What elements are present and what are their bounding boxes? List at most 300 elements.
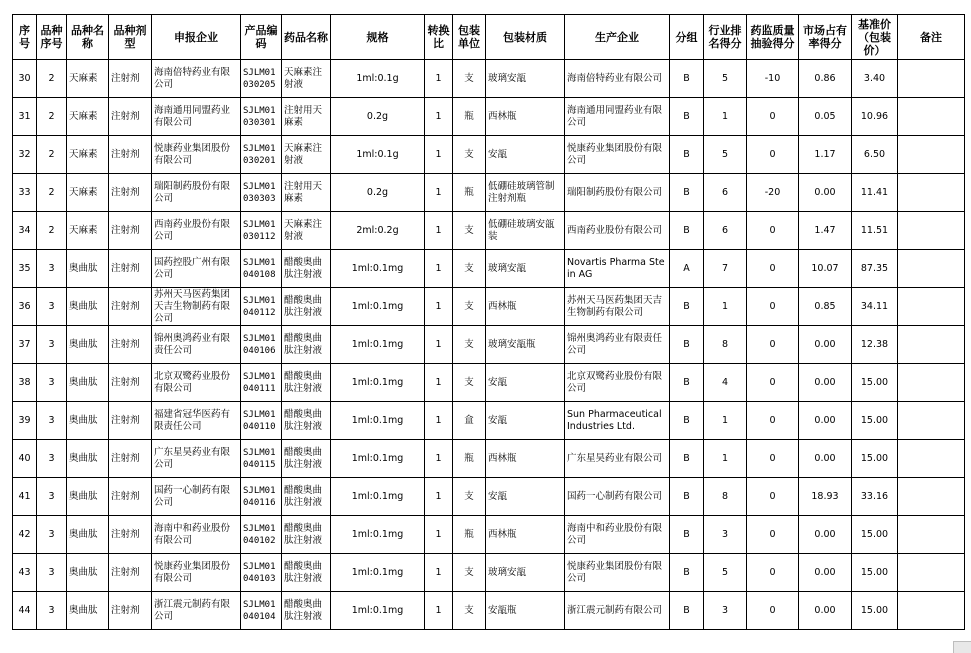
cell-manufacturer: 海南通用同盟药业有限公司 [565, 98, 670, 136]
cell-industry-rank-score: 3 [704, 516, 747, 554]
cell-base-price: 15.00 [852, 440, 898, 478]
table-row [13, 326, 965, 364]
cell-applicant: 国药控股广州有限公司 [152, 250, 241, 288]
cell-spec: 0.2g [331, 174, 425, 212]
cell-product-code: SJLM01040108 [241, 250, 282, 288]
cell-conversion-ratio: 1 [425, 478, 453, 516]
cell-product-code: SJLM01030112 [241, 212, 282, 250]
cell-seq: 33 [13, 174, 37, 212]
table-row [13, 174, 965, 212]
cell-industry-rank-score: 5 [704, 554, 747, 592]
cell-quality-score: 0 [747, 136, 799, 174]
cell-conversion-ratio: 1 [425, 516, 453, 554]
cell-quality-score: -10 [747, 60, 799, 98]
cell-applicant: 北京双鹭药业股份有限公司 [152, 364, 241, 402]
header-remarks: 备注 [898, 15, 965, 60]
cell-package-material: 低硼硅玻璃管制注射剂瓶 [486, 174, 565, 212]
cell-conversion-ratio: 1 [425, 288, 453, 326]
cell-industry-rank-score: 3 [704, 592, 747, 630]
cell-seq: 32 [13, 136, 37, 174]
cell-conversion-ratio: 1 [425, 326, 453, 364]
cell-applicant: 苏州天马医药集团天吉生物制药有限公司 [152, 288, 241, 326]
table-row [13, 212, 965, 250]
cell-base-price: 3.40 [852, 60, 898, 98]
cell-package-unit: 盒 [453, 402, 486, 440]
cell-quality-score: 0 [747, 402, 799, 440]
cell-applicant: 广东星昊药业有限公司 [152, 440, 241, 478]
table-row [13, 250, 965, 288]
cell-dosage-form: 注射剂 [109, 288, 152, 326]
cell-package-unit: 支 [453, 250, 486, 288]
header-applicant: 申报企业 [152, 15, 241, 60]
cell-variety-name: 天麻素 [67, 98, 109, 136]
cell-package-material: 安瓿 [486, 478, 565, 516]
cell-conversion-ratio: 1 [425, 98, 453, 136]
cell-manufacturer: 浙江震元制药有限公司 [565, 592, 670, 630]
header-base-price: 基准价（包装价） [852, 15, 898, 60]
header-package-material: 包装材质 [486, 15, 565, 60]
cell-product-code: SJLM01040110 [241, 402, 282, 440]
cell-remarks [898, 250, 965, 288]
cell-base-price: 15.00 [852, 592, 898, 630]
cell-drug-name: 天麻素注射液 [282, 60, 331, 98]
cell-industry-rank-score: 8 [704, 326, 747, 364]
cell-variety-name: 天麻素 [67, 136, 109, 174]
cell-remarks [898, 288, 965, 326]
cell-package-material: 安瓿 [486, 402, 565, 440]
cell-applicant: 国药一心制药有限公司 [152, 478, 241, 516]
cell-package-material: 西林瓶 [486, 516, 565, 554]
cell-product-code: SJLM01030301 [241, 98, 282, 136]
cell-product-code: SJLM01030201 [241, 136, 282, 174]
cell-package-unit: 支 [453, 364, 486, 402]
cell-spec: 1ml:0.1mg [331, 364, 425, 402]
cell-drug-name: 醋酸奥曲肽注射液 [282, 592, 331, 630]
cell-spec: 1ml:0.1mg [331, 516, 425, 554]
header-conversion-ratio: 转换比 [425, 15, 453, 60]
cell-package-material: 西林瓶 [486, 288, 565, 326]
table-row [13, 60, 965, 98]
cell-drug-name: 天麻素注射液 [282, 136, 331, 174]
cell-market-share-score: 0.00 [799, 326, 852, 364]
cell-applicant: 福建省冠华医药有限责任公司 [152, 402, 241, 440]
cell-dosage-form: 注射剂 [109, 592, 152, 630]
cell-package-unit: 瓶 [453, 98, 486, 136]
scroll-corner [953, 641, 971, 653]
cell-spec: 1ml:0.1g [331, 136, 425, 174]
cell-variety-no: 2 [37, 212, 67, 250]
cell-package-material: 玻璃安瓿 [486, 60, 565, 98]
cell-market-share-score: 0.86 [799, 60, 852, 98]
cell-quality-score: 0 [747, 478, 799, 516]
cell-group: B [670, 478, 704, 516]
cell-market-share-score: 10.07 [799, 250, 852, 288]
cell-remarks [898, 554, 965, 592]
cell-product-code: SJLM01040104 [241, 592, 282, 630]
cell-variety-name: 奥曲肽 [67, 516, 109, 554]
cell-package-material: 低硼硅玻璃安瓿装 [486, 212, 565, 250]
header-industry-rank-score: 行业排名得分 [704, 15, 747, 60]
cell-spec: 1ml:0.1mg [331, 554, 425, 592]
cell-seq: 40 [13, 440, 37, 478]
cell-product-code: SJLM01040112 [241, 288, 282, 326]
cell-applicant: 锦州奥鸿药业有限责任公司 [152, 326, 241, 364]
cell-base-price: 10.96 [852, 98, 898, 136]
cell-variety-name: 奥曲肽 [67, 554, 109, 592]
cell-variety-name: 奥曲肽 [67, 364, 109, 402]
cell-quality-score: 0 [747, 364, 799, 402]
cell-remarks [898, 212, 965, 250]
cell-group: B [670, 288, 704, 326]
header-variety-name: 品种名称 [67, 15, 109, 60]
cell-remarks [898, 364, 965, 402]
cell-manufacturer: 国药一心制药有限公司 [565, 478, 670, 516]
cell-conversion-ratio: 1 [425, 60, 453, 98]
cell-group: B [670, 326, 704, 364]
table-row [13, 592, 965, 630]
cell-drug-name: 天麻素注射液 [282, 212, 331, 250]
cell-product-code: SJLM01040102 [241, 516, 282, 554]
cell-variety-name: 天麻素 [67, 174, 109, 212]
cell-industry-rank-score: 1 [704, 440, 747, 478]
cell-variety-no: 3 [37, 364, 67, 402]
cell-variety-name: 天麻素 [67, 212, 109, 250]
table-row [13, 402, 965, 440]
cell-quality-score: 0 [747, 440, 799, 478]
cell-industry-rank-score: 1 [704, 288, 747, 326]
cell-manufacturer: 锦州奥鸿药业有限责任公司 [565, 326, 670, 364]
table-row [13, 440, 965, 478]
cell-seq: 37 [13, 326, 37, 364]
cell-industry-rank-score: 5 [704, 60, 747, 98]
cell-variety-name: 奥曲肽 [67, 288, 109, 326]
cell-dosage-form: 注射剂 [109, 60, 152, 98]
cell-base-price: 33.16 [852, 478, 898, 516]
cell-package-unit: 支 [453, 592, 486, 630]
cell-seq: 41 [13, 478, 37, 516]
cell-group: B [670, 554, 704, 592]
cell-product-code: SJLM01040115 [241, 440, 282, 478]
table-row [13, 364, 965, 402]
cell-remarks [898, 98, 965, 136]
cell-market-share-score: 0.85 [799, 288, 852, 326]
cell-quality-score: -20 [747, 174, 799, 212]
header-seq: 序号 [13, 15, 37, 60]
cell-package-material: 玻璃安瓿瓶 [486, 326, 565, 364]
cell-market-share-score: 0.00 [799, 174, 852, 212]
cell-conversion-ratio: 1 [425, 174, 453, 212]
cell-package-material: 安瓿 [486, 364, 565, 402]
cell-industry-rank-score: 1 [704, 98, 747, 136]
cell-market-share-score: 18.93 [799, 478, 852, 516]
cell-applicant: 悦康药业集团股份有限公司 [152, 554, 241, 592]
cell-variety-no: 2 [37, 174, 67, 212]
cell-package-unit: 支 [453, 478, 486, 516]
cell-variety-no: 3 [37, 554, 67, 592]
cell-spec: 1ml:0.1mg [331, 440, 425, 478]
table-row [13, 288, 965, 326]
cell-quality-score: 0 [747, 516, 799, 554]
header-spec: 规格 [331, 15, 425, 60]
cell-manufacturer: Sun Pharmaceutical Industries Ltd. [565, 402, 670, 440]
cell-package-material: 安瓿瓶 [486, 592, 565, 630]
cell-group: B [670, 60, 704, 98]
cell-spec: 1ml:0.1mg [331, 478, 425, 516]
cell-group: A [670, 250, 704, 288]
cell-base-price: 11.41 [852, 174, 898, 212]
cell-dosage-form: 注射剂 [109, 212, 152, 250]
cell-spec: 1ml:0.1mg [331, 326, 425, 364]
cell-group: B [670, 516, 704, 554]
cell-market-share-score: 0.00 [799, 402, 852, 440]
cell-package-unit: 瓶 [453, 440, 486, 478]
cell-conversion-ratio: 1 [425, 212, 453, 250]
cell-manufacturer: 西南药业股份有限公司 [565, 212, 670, 250]
cell-dosage-form: 注射剂 [109, 364, 152, 402]
cell-dosage-form: 注射剂 [109, 174, 152, 212]
cell-spec: 1ml:0.1g [331, 60, 425, 98]
cell-variety-no: 3 [37, 440, 67, 478]
header-product-code: 产品编码 [241, 15, 282, 60]
cell-base-price: 15.00 [852, 402, 898, 440]
cell-product-code: SJLM01040111 [241, 364, 282, 402]
cell-conversion-ratio: 1 [425, 440, 453, 478]
cell-conversion-ratio: 1 [425, 364, 453, 402]
cell-seq: 38 [13, 364, 37, 402]
cell-seq: 36 [13, 288, 37, 326]
cell-spec: 1ml:0.1mg [331, 402, 425, 440]
cell-variety-name: 天麻素 [67, 60, 109, 98]
cell-remarks [898, 478, 965, 516]
cell-industry-rank-score: 7 [704, 250, 747, 288]
cell-quality-score: 0 [747, 592, 799, 630]
cell-industry-rank-score: 1 [704, 402, 747, 440]
cell-conversion-ratio: 1 [425, 250, 453, 288]
cell-applicant: 浙江震元制药有限公司 [152, 592, 241, 630]
cell-industry-rank-score: 6 [704, 212, 747, 250]
cell-package-material: 安瓿 [486, 136, 565, 174]
cell-variety-name: 奥曲肽 [67, 478, 109, 516]
cell-applicant: 瑞阳制药股份有限公司 [152, 174, 241, 212]
cell-variety-no: 2 [37, 60, 67, 98]
cell-market-share-score: 1.17 [799, 136, 852, 174]
cell-spec: 1ml:0.1mg [331, 592, 425, 630]
cell-remarks [898, 402, 965, 440]
cell-industry-rank-score: 8 [704, 478, 747, 516]
header-quality-score: 药监质量抽验得分 [747, 15, 799, 60]
cell-package-unit: 瓶 [453, 174, 486, 212]
cell-variety-no: 3 [37, 250, 67, 288]
cell-manufacturer: 苏州天马医药集团天吉生物制药有限公司 [565, 288, 670, 326]
table-row [13, 554, 965, 592]
table-row [13, 516, 965, 554]
cell-dosage-form: 注射剂 [109, 98, 152, 136]
cell-base-price: 87.35 [852, 250, 898, 288]
cell-package-unit: 瓶 [453, 516, 486, 554]
cell-variety-name: 奥曲肽 [67, 402, 109, 440]
cell-spec: 0.2g [331, 98, 425, 136]
cell-manufacturer: 广东星昊药业有限公司 [565, 440, 670, 478]
cell-spec: 1ml:0.1mg [331, 288, 425, 326]
header-market-share-score: 市场占有率得分 [799, 15, 852, 60]
price-table-document [12, 14, 965, 630]
cell-dosage-form: 注射剂 [109, 478, 152, 516]
cell-package-material: 西林瓶 [486, 98, 565, 136]
cell-dosage-form: 注射剂 [109, 136, 152, 174]
cell-manufacturer: 悦康药业集团股份有限公司 [565, 554, 670, 592]
cell-drug-name: 醋酸奥曲肽注射液 [282, 440, 331, 478]
cell-market-share-score: 1.47 [799, 212, 852, 250]
cell-group: B [670, 174, 704, 212]
cell-package-unit: 支 [453, 288, 486, 326]
cell-market-share-score: 0.00 [799, 554, 852, 592]
cell-base-price: 15.00 [852, 554, 898, 592]
cell-dosage-form: 注射剂 [109, 516, 152, 554]
table-row [13, 478, 965, 516]
cell-base-price: 34.11 [852, 288, 898, 326]
cell-seq: 31 [13, 98, 37, 136]
cell-package-unit: 支 [453, 554, 486, 592]
cell-conversion-ratio: 1 [425, 136, 453, 174]
cell-remarks [898, 440, 965, 478]
cell-dosage-form: 注射剂 [109, 250, 152, 288]
cell-market-share-score: 0.00 [799, 440, 852, 478]
cell-group: B [670, 440, 704, 478]
cell-group: B [670, 98, 704, 136]
cell-manufacturer: 悦康药业集团股份有限公司 [565, 136, 670, 174]
cell-manufacturer: 瑞阳制药股份有限公司 [565, 174, 670, 212]
cell-variety-name: 奥曲肽 [67, 250, 109, 288]
cell-remarks [898, 326, 965, 364]
cell-remarks [898, 136, 965, 174]
cell-drug-name: 醋酸奥曲肽注射液 [282, 326, 331, 364]
cell-dosage-form: 注射剂 [109, 326, 152, 364]
cell-quality-score: 0 [747, 250, 799, 288]
cell-product-code: SJLM01030205 [241, 60, 282, 98]
cell-market-share-score: 0.00 [799, 364, 852, 402]
cell-product-code: SJLM01040116 [241, 478, 282, 516]
cell-seq: 43 [13, 554, 37, 592]
header-drug-name: 药品名称 [282, 15, 331, 60]
header-package-unit: 包装单位 [453, 15, 486, 60]
cell-manufacturer: 海南倍特药业有限公司 [565, 60, 670, 98]
cell-remarks [898, 516, 965, 554]
cell-remarks [898, 592, 965, 630]
header-manufacturer: 生产企业 [565, 15, 670, 60]
cell-package-unit: 支 [453, 60, 486, 98]
cell-group: B [670, 402, 704, 440]
cell-group: B [670, 212, 704, 250]
cell-dosage-form: 注射剂 [109, 402, 152, 440]
cell-conversion-ratio: 1 [425, 554, 453, 592]
cell-quality-score: 0 [747, 288, 799, 326]
cell-product-code: SJLM01040106 [241, 326, 282, 364]
cell-seq: 30 [13, 60, 37, 98]
cell-group: B [670, 136, 704, 174]
cell-applicant: 悦康药业集团股份有限公司 [152, 136, 241, 174]
cell-seq: 44 [13, 592, 37, 630]
cell-package-unit: 支 [453, 326, 486, 364]
cell-applicant: 海南倍特药业有限公司 [152, 60, 241, 98]
cell-drug-name: 醋酸奥曲肽注射液 [282, 402, 331, 440]
header-dosage-form: 品种剂型 [109, 15, 152, 60]
cell-remarks [898, 60, 965, 98]
cell-variety-no: 3 [37, 478, 67, 516]
price-table [12, 14, 965, 630]
cell-seq: 42 [13, 516, 37, 554]
cell-variety-no: 3 [37, 516, 67, 554]
cell-dosage-form: 注射剂 [109, 554, 152, 592]
cell-remarks [898, 174, 965, 212]
cell-applicant: 海南通用同盟药业有限公司 [152, 98, 241, 136]
cell-variety-name: 奥曲肽 [67, 592, 109, 630]
cell-drug-name: 注射用天麻素 [282, 174, 331, 212]
cell-market-share-score: 0.00 [799, 516, 852, 554]
cell-dosage-form: 注射剂 [109, 440, 152, 478]
table-header-row [13, 15, 965, 60]
cell-base-price: 11.51 [852, 212, 898, 250]
cell-quality-score: 0 [747, 98, 799, 136]
header-variety-no: 品种序号 [37, 15, 67, 60]
cell-product-code: SJLM01040103 [241, 554, 282, 592]
cell-manufacturer: 海南中和药业股份有限公司 [565, 516, 670, 554]
cell-variety-no: 2 [37, 136, 67, 174]
cell-group: B [670, 592, 704, 630]
cell-product-code: SJLM01030303 [241, 174, 282, 212]
cell-quality-score: 0 [747, 326, 799, 364]
cell-package-unit: 支 [453, 136, 486, 174]
table-row [13, 98, 965, 136]
header-group: 分组 [670, 15, 704, 60]
cell-base-price: 6.50 [852, 136, 898, 174]
cell-conversion-ratio: 1 [425, 592, 453, 630]
cell-variety-no: 3 [37, 326, 67, 364]
cell-industry-rank-score: 5 [704, 136, 747, 174]
cell-package-material: 西林瓶 [486, 440, 565, 478]
cell-drug-name: 醋酸奥曲肽注射液 [282, 364, 331, 402]
cell-drug-name: 醋酸奥曲肽注射液 [282, 516, 331, 554]
cell-conversion-ratio: 1 [425, 402, 453, 440]
cell-group: B [670, 364, 704, 402]
cell-manufacturer: Novartis Pharma Stein AG [565, 250, 670, 288]
cell-drug-name: 醋酸奥曲肽注射液 [282, 288, 331, 326]
cell-package-material: 玻璃安瓿 [486, 250, 565, 288]
cell-variety-name: 奥曲肽 [67, 440, 109, 478]
cell-quality-score: 0 [747, 212, 799, 250]
cell-drug-name: 醋酸奥曲肽注射液 [282, 250, 331, 288]
cell-variety-no: 2 [37, 98, 67, 136]
cell-drug-name: 醋酸奥曲肽注射液 [282, 478, 331, 516]
cell-base-price: 15.00 [852, 516, 898, 554]
cell-quality-score: 0 [747, 554, 799, 592]
cell-seq: 35 [13, 250, 37, 288]
table-body [13, 60, 965, 630]
cell-variety-no: 3 [37, 402, 67, 440]
cell-applicant: 西南药业股份有限公司 [152, 212, 241, 250]
cell-industry-rank-score: 6 [704, 174, 747, 212]
cell-industry-rank-score: 4 [704, 364, 747, 402]
cell-market-share-score: 0.00 [799, 592, 852, 630]
cell-applicant: 海南中和药业股份有限公司 [152, 516, 241, 554]
cell-base-price: 12.38 [852, 326, 898, 364]
cell-seq: 34 [13, 212, 37, 250]
cell-variety-no: 3 [37, 592, 67, 630]
cell-package-unit: 支 [453, 212, 486, 250]
cell-base-price: 15.00 [852, 364, 898, 402]
cell-spec: 1ml:0.1mg [331, 250, 425, 288]
cell-market-share-score: 0.05 [799, 98, 852, 136]
cell-variety-name: 奥曲肽 [67, 326, 109, 364]
